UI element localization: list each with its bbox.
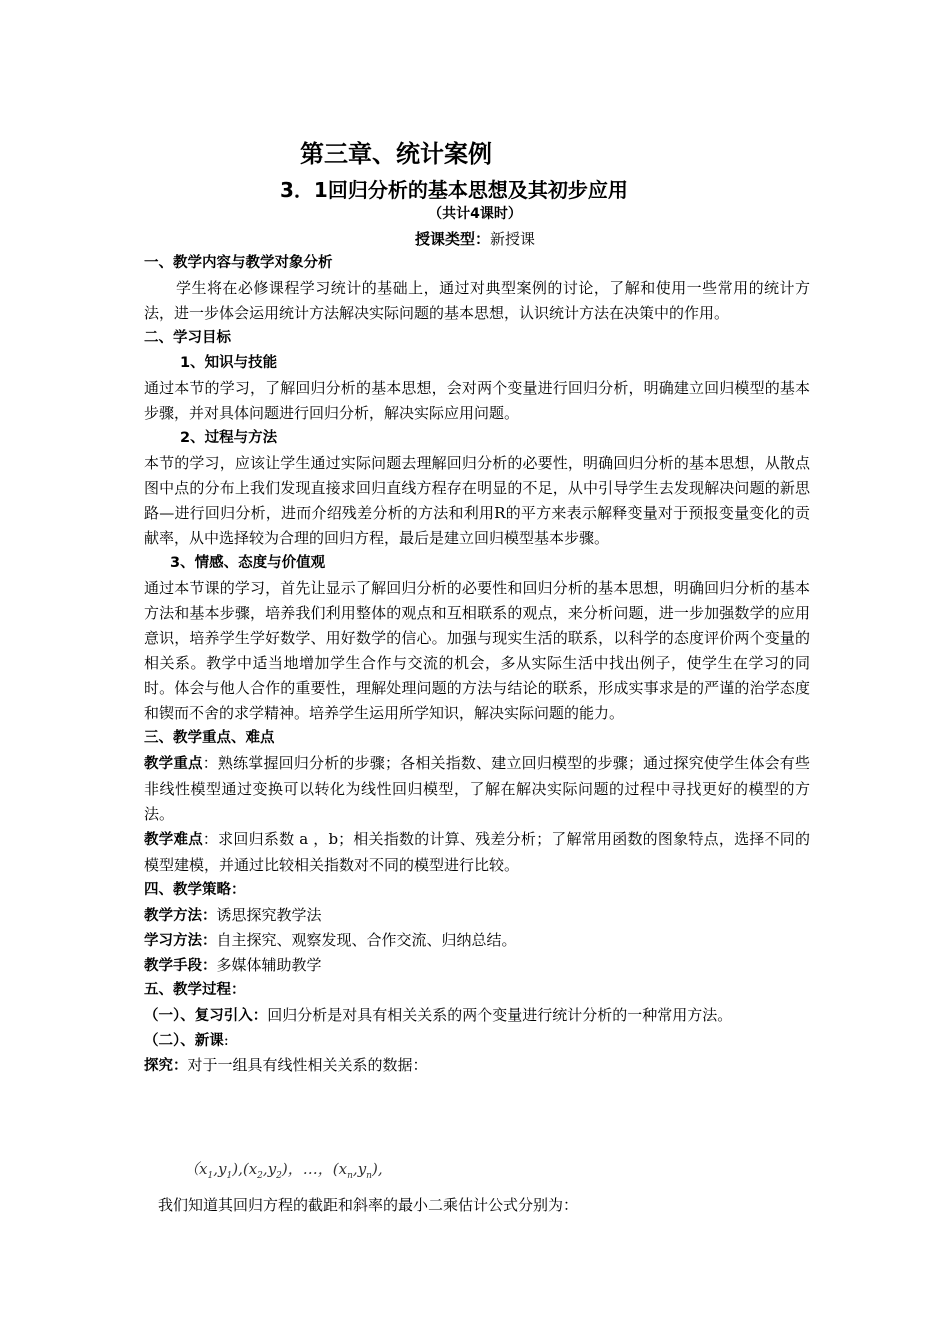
chapter-title: 第三章、统计案例 — [300, 140, 492, 168]
explore-line — [144, 1053, 810, 1078]
explore-label: 探究： — [144, 1058, 188, 1074]
formula-y: y — [218, 1160, 227, 1178]
section-title: 3．1回归分析的基本思想及其初步应用 — [280, 178, 628, 202]
learning-method-value: 自主探究、观察发现、合作交流、归纳总结。 — [216, 931, 517, 949]
lesson-type-label: 授课类型： — [414, 230, 490, 248]
formula-comma: , — [262, 1160, 268, 1178]
explore-text: 对于一组具有线性相关关系的数据： — [187, 1056, 428, 1074]
formula-x: x — [338, 1160, 348, 1178]
heading-strategy: 四、教学策略： — [144, 882, 246, 898]
teaching-method-value: 诱思探究教学法 — [216, 906, 322, 924]
teaching-means-value: 多媒体辅助教学 — [216, 956, 322, 974]
subheading-knowledge: 1、知识与技能 — [180, 355, 278, 371]
paragraph-difficulty — [144, 827, 810, 878]
lesson-type-value: 新授课 — [490, 230, 536, 248]
formula-end: ), — [371, 1160, 383, 1178]
paragraph-knowledge: 通过本节的学习，了解回归分析的基本思想，会对两个变量进行回归分析，明确建立回归模型的基本步骤，并对具体问题进行回归分析，解决实际应用问题。 — [144, 379, 810, 422]
learning-method-label: 学习方法： — [144, 933, 217, 949]
formula-sub: 2 — [276, 1171, 282, 1181]
formula-sub: 1 — [226, 1171, 233, 1181]
paragraph-key-point — [144, 751, 810, 827]
review-label: （一）、复习引入： — [144, 1008, 268, 1024]
difficulty-label: 教学难点 — [144, 832, 203, 848]
paragraph-process: 本节的学习，应该让学生通过实际问题去理解回归分析的必要性，明确回归分析的基本思想，从散点图中点的分布上我们发现直接求回归直线方程存在明显的不足，从中引导学生去发现解决问题的新思路—进行回归分析，进而介绍残差分析的方法和利用R的平方来表示解释变量对于预报变量变化的贡献率，从中选择较为合理的回归方程，最后是建立回归模型基本步骤。 — [144, 454, 810, 547]
new-lesson-label: （二）、新课 — [144, 1033, 224, 1049]
heading-content-analysis: 一、教学内容与教学对象分析 — [144, 255, 333, 271]
data-pairs-formula: $(x_1,y_1),(x_2,y_2)$，…，$(x_n,y_n)$, — [184, 1160, 383, 1181]
heading-key-points: 三、教学重点、难点 — [144, 730, 275, 746]
formula-comma: , — [213, 1160, 218, 1178]
heading-process: 五、教学过程： — [144, 982, 246, 998]
document-body — [144, 251, 810, 1078]
subheading-attitude: 3、情感、态度与价值观 — [170, 555, 326, 571]
teaching-method — [144, 903, 810, 928]
formula-sub: n — [347, 1171, 353, 1181]
least-squares-intro: 我们知道其回归方程的截距和斜率的最小二乘估计公式分别为： — [158, 1196, 579, 1214]
formula-comma: , — [352, 1160, 358, 1178]
difficulty-text: ：求回归系数 a ，b；相关指数的计算、残差分析；了解常用函数的图象特点，选择不同的模型建模，并通过比较相关指数对不同的模型进行比较。 — [144, 830, 810, 874]
key-point-label: 教学重点 — [144, 756, 203, 772]
new-lesson-colon: : — [223, 1031, 229, 1049]
heading-learning-goals: 二、学习目标 — [144, 330, 231, 346]
key-point-text: ：熟练掌握回归分析的步骤；各相关指数、建立回归模型的步骤；通过探究使学生体会有些非线性模型通过变换可以转化为线性回归模型，了解在解决实际问题的过程中寻找更好的模型的方法。 — [144, 754, 810, 823]
formula-paren: （ — [184, 1160, 200, 1178]
formula-sub: 2 — [257, 1171, 263, 1181]
formula-sub: 1 — [207, 1171, 214, 1181]
teaching-method-label: 教学方法： — [144, 908, 217, 924]
formula-sub: n — [366, 1171, 372, 1181]
subheading-process: 2、过程与方法 — [180, 430, 278, 446]
formula-x: x — [199, 1160, 208, 1178]
formula-ellipsis: ，…， — [287, 1160, 333, 1178]
new-lesson-line — [144, 1028, 810, 1053]
review-text: 回归分析是对具有相关关系的两个变量进行统计分析的一种常用方法。 — [267, 1006, 733, 1024]
paragraph-attitude: 通过本节课的学习，首先让显示了解回归分析的必要性和回归分析的基本思想，明确回归分析的基本方法和基本步骤，培养我们利用整体的观点和互相联系的观点，来分析问题，进一步加强数学的应用意识，培养学生学好数学、用好数学的信心。加强与现实生活的联系，以科学的态度评价两个变量的相关系。教学中适当地增加学生合作与交流的机会，多从实际生活中找出例子，使学生在学习的同时。体会与他人合作的重要性，理解处理问题的方法与结论的联系，形成实事求是的严谨的治学态度和锲而不舍的求学精神。培养学生运用所学知识，解决实际问题的能力。 — [144, 579, 810, 722]
formula-y: y — [267, 1160, 277, 1178]
teaching-means — [144, 953, 810, 978]
lesson-type — [0, 228, 950, 249]
formula-y: y — [357, 1160, 367, 1178]
learning-method — [144, 928, 810, 953]
hours-note: （共计4课时） — [428, 206, 522, 222]
paragraph-content-analysis: 学生将在必修课程学习统计的基础上，通过对典型案例的讨论，了解和使用一些常用的统计方法，进一步体会运用统计方法解决实际问题的基本思想，认识统计方法在决策中的作用。 — [144, 279, 810, 322]
formula-x: x — [248, 1160, 258, 1178]
review-line — [144, 1003, 810, 1028]
teaching-means-label: 教学手段： — [144, 958, 217, 974]
